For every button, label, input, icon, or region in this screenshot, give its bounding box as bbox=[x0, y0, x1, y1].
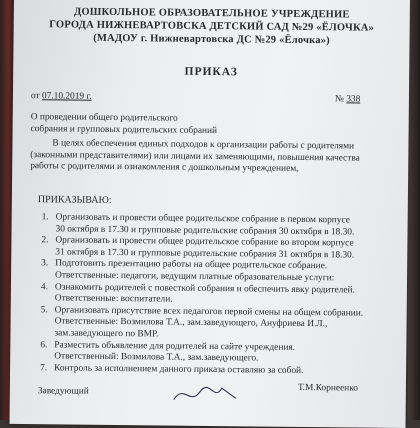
subject-line: О проведении общего родительского bbox=[30, 112, 178, 124]
order-item bbox=[40, 305, 363, 343]
item-number: 3. bbox=[41, 258, 49, 269]
item-line: Подготовить презентацию работы на общее родительское собрание. bbox=[55, 258, 328, 272]
date-line bbox=[31, 91, 92, 103]
org-header-line-2: ГОРОДА НИЖНЕВАРТОВСКА ДЕТСКИЙ САД №29 «ЁЛОЧКА» bbox=[49, 19, 375, 34]
item-number: 5. bbox=[40, 304, 48, 316]
item-number: 6. bbox=[40, 339, 48, 350]
preamble-line: В целях обеспечения единых подходов к организации работы с родителями bbox=[52, 138, 355, 152]
order-item bbox=[41, 259, 364, 286]
document-title: ПРИКАЗ bbox=[184, 65, 238, 79]
order-item bbox=[41, 282, 364, 309]
org-header-line-1: ДОШКОЛЬНОЕ ОБРАЗОВАТЕЛЬНОЕ УЧРЕЖДЕНИЕ bbox=[73, 6, 350, 21]
item-line: Организовать и провести общее родительское собрание в первом корпусе bbox=[55, 212, 351, 226]
date-prefix: от bbox=[30, 91, 40, 102]
item-line: Ответственные: Возмилова Т.А., зам.заведующего, Ануфриева И.Л., bbox=[54, 316, 328, 330]
preamble-line: работы с родителями и ознакомления с дошкольным учреждением, bbox=[30, 161, 299, 175]
item-line: Ответственные: воспитатели. bbox=[54, 293, 173, 305]
org-header-line-3: (МАДОУ г. Нижневартовска ДС №29 «Ёлочка») bbox=[93, 32, 330, 47]
item-line: Разместить объявление для родителей на сайте учреждения. bbox=[54, 339, 296, 353]
signature-name: Т.М.Корнеенко bbox=[297, 382, 359, 394]
item-line: зам.заведующего по ВМР. bbox=[54, 328, 159, 340]
number-line bbox=[335, 94, 360, 106]
item-line: 30 октября в 17.30 и групповые родительские собрания 30 октября в 18.30. bbox=[55, 223, 355, 238]
item-number: 1. bbox=[41, 212, 49, 223]
item-line: 31 октября в 17.30 и групповые родительские собрания 31 октября в 18.30. bbox=[55, 247, 355, 261]
preamble-block bbox=[30, 138, 360, 176]
item-number: 4. bbox=[40, 281, 49, 292]
item-line: Организовать присутствие всех педагогов первой смены на общем собрании. bbox=[54, 305, 364, 319]
subject-block bbox=[31, 112, 218, 137]
item-number: 2. bbox=[41, 235, 49, 246]
item-line: Контроль за исполнением данного приказа оставляю за собой. bbox=[54, 363, 304, 376]
document-number: 338 bbox=[346, 94, 361, 105]
item-number: 7. bbox=[40, 362, 48, 374]
number-prefix: № bbox=[334, 94, 344, 105]
order-items bbox=[40, 212, 364, 378]
document-date: 07.10.2019 г. bbox=[41, 91, 92, 102]
signature-role: Заведующий bbox=[37, 386, 89, 397]
subject-line: собрания и групповых родительских собраний bbox=[30, 123, 218, 136]
dark-background-right bbox=[408, 0, 420, 420]
order-item bbox=[40, 340, 363, 367]
preamble-line: (законными представителями) или лицами их заменяющими, повышения качества bbox=[30, 149, 360, 164]
document-page bbox=[10, 0, 410, 428]
item-line: Ответственный: Возмилова Т.А., зам.заведующего. bbox=[54, 351, 259, 364]
handwritten-signature bbox=[170, 380, 240, 409]
item-line: Ответственные: педагоги, ведущим платные образовательные услуги: bbox=[55, 270, 335, 284]
order-word: ПРИКАЗЫВАЮ: bbox=[37, 194, 112, 206]
item-line: Организовать и провести общее родительское собрание во втором корпусе bbox=[55, 235, 354, 249]
order-item bbox=[40, 363, 363, 378]
item-line: Ознакомить родителей с повесткой собрания и обеспечить явку родителей. bbox=[54, 281, 355, 296]
